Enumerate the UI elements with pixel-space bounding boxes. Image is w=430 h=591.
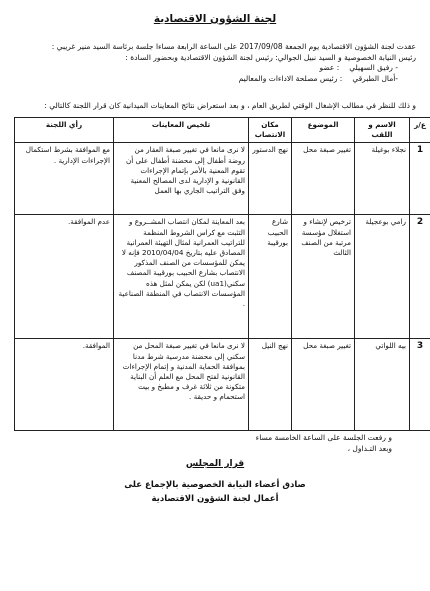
- meeting-intro: [11, 42, 416, 84]
- member-name: - رفيق السهيلي: [349, 63, 398, 72]
- row-num: 1: [410, 143, 430, 215]
- row-subject: تغيير صبغة محل: [292, 339, 355, 431]
- decision-title: قرار المجلس: [185, 459, 245, 469]
- row-justification: بعد المعاينة لمكان انتصاب المشــروع و التثبت مع كراس الشروط المنظمة للتراتيب العمرانية لمثال التهيئة العمرانية المصادق عليه بتاريخ 2010/04/04 فإنه لا يمكن للمؤسسات من الصنف المذكور الانتصاب بشارع الحبيب بورقيبة المصنف سكني(ua1) لكن يمكن لمثل هذه المؤسسات الانتصاب في المنطقة الصناعية .: [114, 215, 249, 339]
- row-location: نهج الدستور: [249, 143, 292, 215]
- row-view: عدم الموافقة.: [15, 215, 114, 339]
- row-name: نجلاء بوغيلة: [355, 143, 410, 215]
- header-view: رأي اللجنة: [15, 118, 114, 143]
- decision-line-1: صادق أعضاء النيابة الخصوصية بالإجماع على: [124, 480, 306, 490]
- row-name: بيه اللواتي: [355, 339, 410, 431]
- table-row: [15, 215, 430, 339]
- header-location: مكان الانتصاب: [249, 118, 292, 143]
- page-title: لجنة الشؤون الاقتصادية: [153, 13, 277, 25]
- row-num: 2: [410, 215, 430, 339]
- row-justification: لا نرى مانعا في تغيير صبغة المحل من سكني إلى محضنة مدرسية شرط مدنا بموافقة الحماية المدنية و إتمام الإجراءات القانونية لفتح المحل مع العلم أن البناية متكونة من ثلاثة غرف و مطبخ و بيت استحمام و حديقة .: [114, 339, 249, 431]
- table-header-row: [15, 118, 430, 143]
- header-subject: الموضوع: [292, 118, 355, 143]
- member-role: : عضو: [319, 63, 340, 72]
- row-subject: تغيير صبغة محل: [292, 143, 355, 215]
- row-location: شارع الحبيب بورقيبة: [249, 215, 292, 339]
- row-subject: ترخيص لإنشاء و استغلال مؤسسة مرتبة من الصنف الثالث: [292, 215, 355, 339]
- row-num: 3: [410, 339, 430, 431]
- intro-line-1: عقدت لجنة الشؤون الاقتصادية يوم الجمعة 2017/09/08 على الساعة الرابعة مساءا جلسة برئاسة السيد منير غريبي :: [51, 42, 416, 51]
- decision-line-2: أعمال لجنة الشؤون الاقتصادية: [151, 494, 279, 504]
- table-row: [15, 339, 430, 431]
- row-location: نهج النيل: [249, 339, 292, 431]
- member-row-2: [11, 74, 416, 85]
- member-name: -أمال الطبرقي: [352, 73, 398, 83]
- row-name: رامي بوعجيلة: [355, 215, 410, 339]
- row-view: الموافقة.: [15, 339, 114, 431]
- row-justification: لا نرى مانعا في تغيير صبغة العقار من روضة أطفال إلى محضنة أطفال على أن تقوم المعنية بالأمر بإتمام الإجراءات القانونية و الإدارية لدى المصالح المعنية وفق التراتيب الجاري بها العمل: [114, 143, 249, 215]
- header-justification: تلخيص المعاينات: [114, 118, 249, 143]
- closing-line-1: و رفعت الجلسة على الساعة الخامسة مساء: [255, 433, 392, 442]
- member-row-1: [11, 63, 416, 74]
- intro-line-2: رئيس النيابة الخصوصية و السيد نبيل الجوالي: رئيس لجنة الشؤون الاقتصادية وبحضور السادة :: [125, 52, 416, 62]
- row-view: مع الموافقة بشرط استكمال الإجراءات الإدارية .: [15, 143, 114, 215]
- member-role: : رئيس مصلحة الاداءات والمعاليم: [238, 73, 343, 83]
- decision-block: [0, 478, 430, 506]
- header-num: ع/ر: [410, 118, 430, 143]
- closing-block: [256, 432, 392, 454]
- requests-table: [14, 117, 430, 431]
- closing-line-2: وبعد التـداول ،: [347, 444, 392, 453]
- table-row: [15, 143, 430, 215]
- header-name: الاسم و اللقب: [355, 118, 410, 143]
- lead-paragraph: و ذلك للنظر في مطالب الإشغال الوقتي لطريق العام ، و بعد استعراض نتائج المعاينات الميدانية كان قرار اللجنة كالتالي :: [44, 101, 416, 110]
